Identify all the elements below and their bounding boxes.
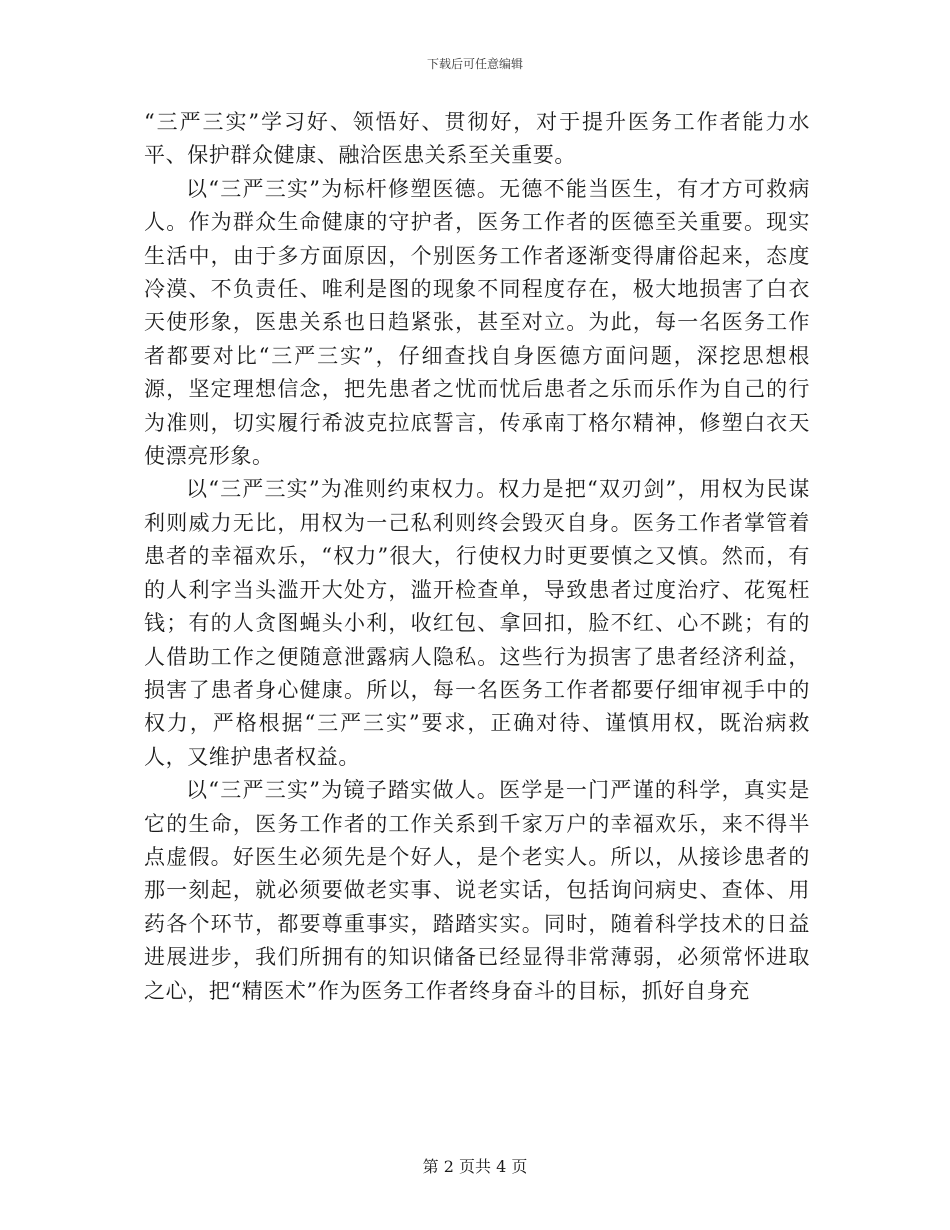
document-body [144, 106, 810, 1008]
paragraph-medical-ethics: 以“三严三实”为标杆修塑医德。无德不能当医生，有才方可救病人。作为群众生命健康的守护者，医务工作者的医德至关重要。现实生活中，由于多方面原因，个别医务工作者逐渐变得庸俗起来，态度冷漠、不负责任、唯利是图的现象不同程度存在，极大地损害了白衣天使形象，医患关系也日趋紧张，甚至对立。为此，每一名医务工作者都要对比“三严三实”，仔细查找自身医德方面问题，深挖思想根源，坚定理想信念，把先患者之忧而忧后患者之乐而乐作为自己的行为准则，切实履行希波克拉底誓言，传承南丁格尔精神，修塑白衣天使漂亮形象。 [144, 176, 810, 469]
paragraph-intro: “三严三实”学习好、领悟好、贯彻好，对于提升医务工作者能力水平、保护群众健康、融洽医患关系至关重要。 [144, 110, 810, 168]
page-header: 下载后可任意编辑 [426, 57, 523, 71]
paragraph-honest-conduct: 以“三严三实”为镜子踏实做人。医学是一门严谨的科学，真实是它的生命，医务工作者的工作关系到千家万户的幸福欢乐，来不得半点虚假。好医生必须先是个好人，是个老实人。所以，从接诊患者的那一刻起，就必须要做老实事、说老实话，包括询问病史、查体、用药各个环节，都要尊重事实，踏踏实实。同时，随着科学技术的日益进展进步，我们所拥有的知识储备已经显得非常薄弱，必须常怀进取之心，把“精医术”作为医务工作者终身奋斗的目标，抓好自身充 [144, 778, 810, 1003]
paragraph-power-restraint: 以“三严三实”为准则约束权力。权力是把“双刃剑”，用权为民谋利则威力无比，用权为一己私利则终会毁灭自身。医务工作者掌管着患者的幸福欢乐，“权力”很大，行使权力时更要慎之又慎。然而，有的人利字当头滥开大处方，滥开检查单，导致患者过度治疗、花冤枉钱；有的人贪图蝇头小利，收红包、拿回扣，脸不红、心不跳；有的人借助工作之便随意泄露病人隐私。这些行为损害了患者经济利益，损害了患者身心健康。所以，每一名医务工作者都要仔细审视手中的权力，严格根据“三严三实”要求，正确对待、谨慎用权，既治病救人，又维护患者权益。 [144, 477, 810, 769]
page-number-footer: 第 2 页共 4 页 [422, 1157, 528, 1176]
